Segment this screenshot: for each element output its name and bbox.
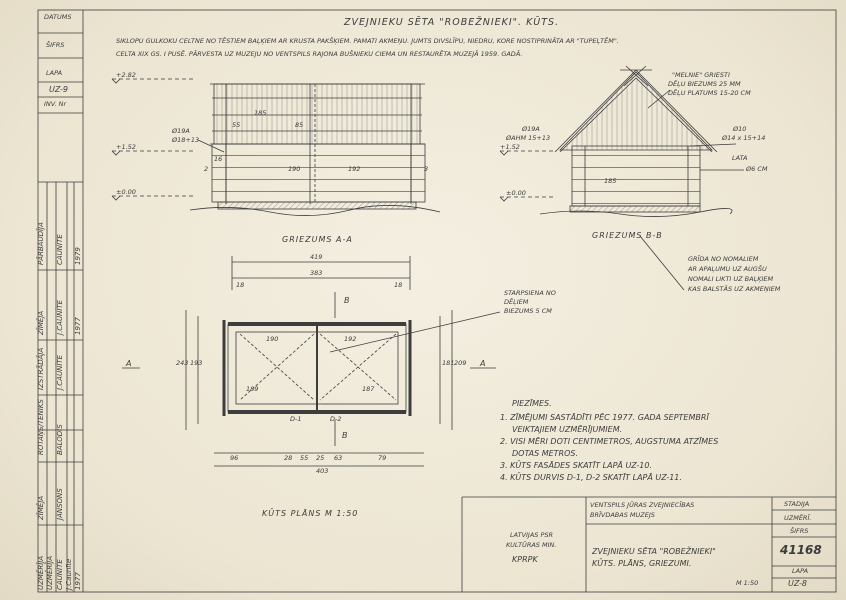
personnel-row: ZĪMĒJA: [37, 495, 45, 520]
lapa-label: LAPA: [46, 69, 63, 77]
plan-dim: 419: [310, 253, 323, 261]
plan-dim: 18: [394, 281, 403, 289]
dimension-note: Ø18+13: [172, 136, 200, 144]
partition-note: DĒĻIEM: [504, 298, 529, 306]
description-line-2: CELTA XIX GS. I PUSĒ. PĀRVESTA UZ MUZEJU NO VENTSPILS RAJONA BUŠNIEKU CIEMA UN RESTAURĒTA MUZEJĀ 1959. GADĀ.: [116, 50, 523, 58]
dimension-note: 85: [295, 121, 304, 129]
page-title: ZVEJNIEKU SĒTA "ROBEŽNIEKI". KŪTS.: [344, 17, 560, 28]
personnel-name: J.CAUNĪTE: [56, 354, 64, 390]
museum-line: VENTSPILS JŪRAS ZVEJNIECĪBAS: [590, 501, 695, 509]
dimension-note: 3: [424, 165, 429, 173]
plan-dim: 79: [378, 454, 387, 462]
dimension-note: 16: [214, 155, 223, 163]
plan-dim: 193: [190, 359, 203, 367]
stadija-value: UZMĒRĪ.: [784, 514, 812, 522]
note-line: DOTAS METROS.: [512, 449, 579, 458]
partition-note: BIEZUMS 5 CM: [504, 307, 552, 315]
plan-dim: 403: [316, 467, 329, 475]
dimension-note: 190: [288, 165, 301, 173]
level-mark: ±0.00: [506, 189, 526, 197]
museum-line: BRĪVDABAS MUZEJS: [590, 511, 655, 519]
section-aa-label: GRIEZUMS A-A: [282, 235, 353, 244]
cut-b-label: B: [344, 296, 350, 305]
sifrs-label: ŠIFRS: [790, 527, 809, 535]
sifrs-label: ŠIFRS: [46, 41, 65, 49]
section-aa-drawing: [112, 79, 440, 216]
personnel-row: IZSTRĀDĀJA: [37, 347, 45, 390]
personnel-row: ZĪMĒJA: [37, 310, 45, 335]
personnel-name: CAUNĪTE: [56, 559, 64, 590]
org-line: LATVIJAS PSR: [510, 531, 554, 539]
personnel-row: ROTAŅS/TENIKS: [37, 399, 45, 455]
room-dim: 187: [362, 385, 375, 393]
lapa-value: UZ-8: [788, 579, 807, 588]
description-line-1: SIKLOPU GULKOKU CELTNE NO TĒSTIEM BAĻĶIEM AR KRUSTA PAKŠĶIEM. PAMATI AKMEŅU. JUMTS DIVSLĪPU, NIEDRU, KORE NOSTIPRINĀTA AR "TUPEĻTĒM".: [116, 37, 619, 45]
section-bb-label: GRIEZUMS B-B: [592, 231, 663, 240]
personnel-year: 1977: [74, 572, 82, 590]
level-mark: +1.52: [116, 143, 136, 151]
roof-note: DĒĻU PLATUMS 15-20 CM: [668, 89, 751, 97]
dimension-note: 185: [254, 109, 267, 117]
door-label: D-1: [290, 415, 302, 423]
plan-dim: 28: [284, 454, 293, 462]
personnel-year: 1977: [74, 317, 82, 335]
lapa-label: LAPA: [792, 567, 809, 575]
room-dim: 190: [266, 335, 279, 343]
drawing-title: ZVEJNIEKU SĒTA "ROBEŽNIEKI": [592, 547, 716, 556]
signer-role: UZMĒRĪJA: [46, 555, 54, 590]
personnel-name: BALODIS: [56, 424, 64, 455]
lata-note: Ø6 CM: [746, 165, 768, 173]
personnel-name: CAUNĪTE: [56, 234, 64, 265]
note-line: 4. KŪTS DURVIS D-1, D-2 SKATĪT LAPĀ UZ-11.: [500, 473, 682, 482]
sifrs-value: 41168: [780, 543, 822, 557]
dimension-note: 185: [604, 177, 617, 185]
org-line: KPRPK: [512, 555, 538, 564]
personnel-name: J.CAUNĪTE: [56, 299, 64, 335]
plan-dim: 25: [316, 454, 325, 462]
note-line: 1. ZĪMĒJUMI SASTĀDĪTI PĒC 1977. GADA SEPTEMBRĪ: [500, 413, 709, 422]
signer-name: J.Caunīte: [65, 558, 73, 590]
timber-note: Ø10: [733, 125, 747, 133]
lapa-value: UZ-9: [49, 85, 68, 94]
dimension-note: Ø19A: [172, 127, 190, 135]
plan-dim: 18: [236, 281, 245, 289]
partition-note: STARPSIENA NO: [504, 289, 556, 297]
plan-dim: 383: [310, 269, 323, 277]
inv-label: INV. Nr: [44, 100, 67, 108]
cut-a-label: A: [480, 359, 486, 368]
personnel-year: 1979: [74, 247, 82, 265]
drawing-subtitle: KŪTS. PLĀNS, GRIEZUMI.: [592, 559, 692, 568]
personnel-row: PĀRBAUDĪJA: [37, 222, 45, 265]
plan-dim: 209: [454, 359, 467, 367]
cut-a-label: A: [126, 359, 132, 368]
datums-label: DATUMS: [44, 13, 72, 21]
roof-note: "MELNIE" GRIESTI: [672, 71, 730, 79]
door-label: D-2: [330, 415, 342, 423]
timber-note: Ø14 x 15+14: [722, 134, 766, 142]
scale-label: M 1:50: [736, 579, 759, 587]
room-dim: 192: [344, 335, 357, 343]
floor-note: AR APAĻUMU UZ AUGŠU: [688, 265, 767, 273]
plan-dim: 181: [442, 359, 455, 367]
plan-dim: 63: [334, 454, 343, 462]
level-mark: +2.82: [116, 71, 136, 79]
dimension-note: 192: [348, 165, 361, 173]
plan-dim: 243: [176, 359, 189, 367]
outer-frame: [38, 10, 836, 592]
cut-b-label: B: [342, 431, 348, 440]
lata-note: LATA: [732, 154, 748, 162]
timber-note: ØAHM 15+13: [506, 134, 551, 142]
floor-note: KAS BALSTĀS UZ AKMEŅIEM: [688, 285, 781, 293]
room-dim: 189: [246, 385, 259, 393]
dimension-note: 2: [204, 165, 209, 173]
level-mark: ±0.00: [116, 188, 136, 196]
org-line: KULTŪRAS MIN.: [506, 541, 557, 549]
note-line: VEIKTAJIEM UZMĒRĪJUMIEM.: [512, 425, 623, 434]
level-mark: +1.52: [500, 143, 520, 151]
dimension-note: 55: [232, 121, 241, 129]
note-line: 2. VISI MĒRI DOTI CENTIMETROS, AUGSTUMA ATZĪMES: [500, 437, 719, 446]
roof-note: DĒĻU BIEZUMS 25 MM: [668, 80, 741, 88]
floor-note: NOMALI LIKTI UZ BAĻĶIEM: [688, 275, 774, 283]
note-line: 3. KŪTS FASĀDES SKATĪT LAPĀ UZ-10.: [500, 461, 652, 470]
plan-dim: 96: [230, 454, 239, 462]
stadija-label: STADIJA: [784, 500, 810, 508]
notes-heading: PIEZĪMES.: [512, 399, 552, 408]
personnel-row: UZMĒRĪJA: [37, 555, 45, 590]
plan-label: KŪTS PLĀNS M 1:50: [262, 509, 359, 518]
floor-note: GRĪDA NO NOMALIEM: [688, 255, 759, 263]
personnel-name: JANSONS: [56, 488, 64, 520]
timber-note: Ø19A: [522, 125, 540, 133]
plan-dim: 55: [300, 454, 309, 462]
